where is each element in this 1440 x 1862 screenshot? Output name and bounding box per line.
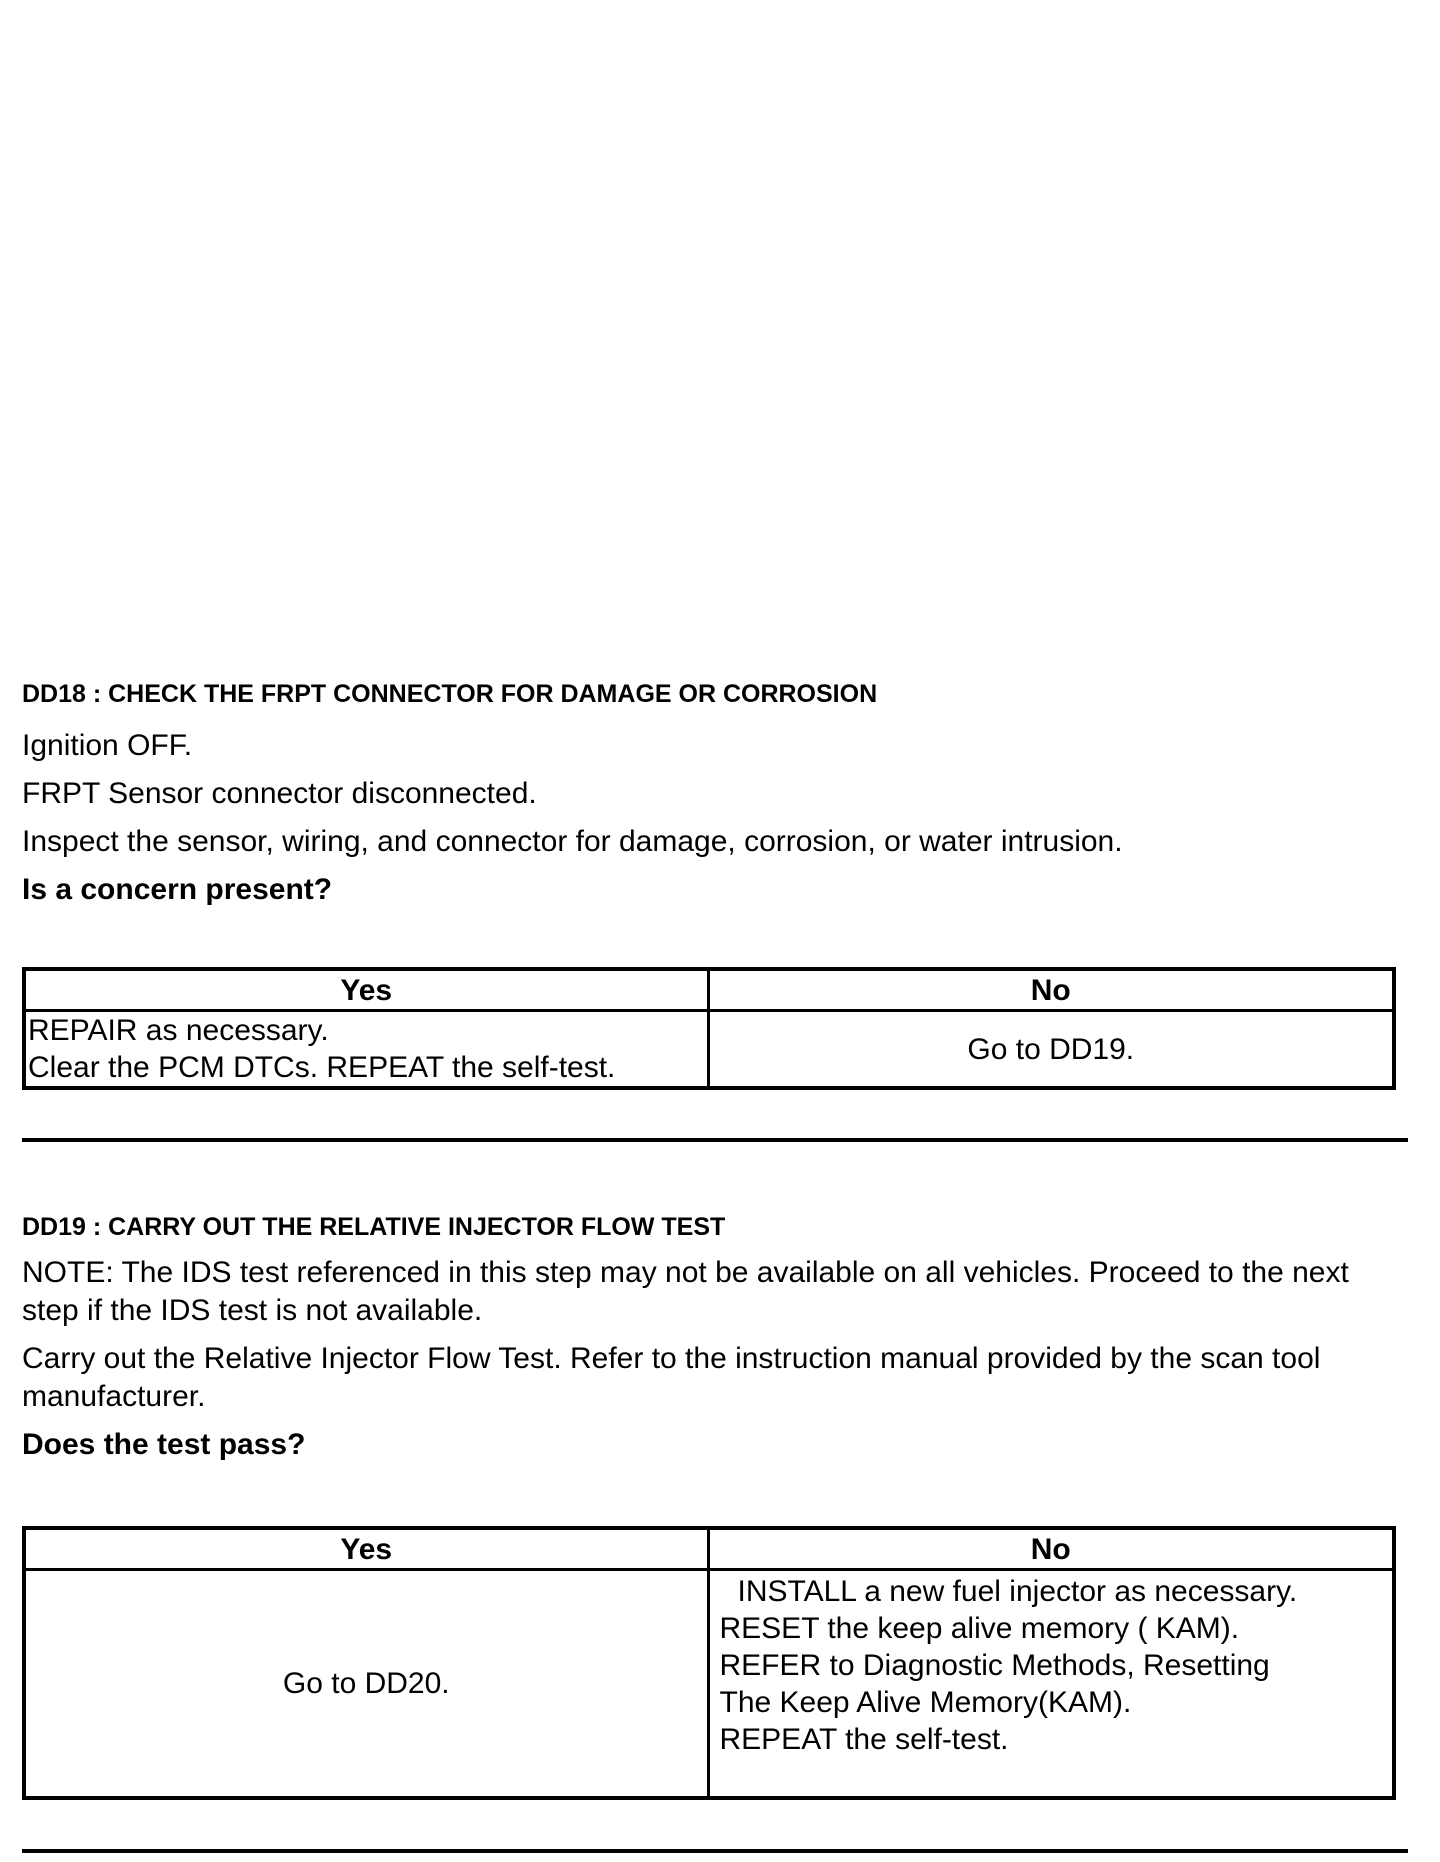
- yes-cell: [24, 1570, 708, 1798]
- yes-header: Yes: [24, 1528, 708, 1570]
- yes-cell: [24, 1011, 708, 1089]
- no-line: REFER to Diagnostic Methods, Resetting: [719, 1649, 1270, 1682]
- note-paragraph: NOTE: The IDS test referenced in this step may not be available on all vehicles. Proceed to the next step if the IDS test is not available.: [22, 1256, 1349, 1327]
- yes-line: REPAIR as necessary.: [28, 1014, 329, 1047]
- question: Is a concern present?: [22, 873, 333, 906]
- instruction-line: Ignition OFF.: [22, 729, 193, 762]
- instruction-paragraph: Carry out the Relative Injector Flow Test. Refer to the instruction manual provided by the scan tool manufacturer.: [22, 1342, 1321, 1413]
- no-line: The Keep Alive Memory(KAM).: [719, 1686, 1132, 1719]
- step-heading: DD19 : CARRY OUT THE RELATIVE INJECTOR FLOW TEST: [22, 1213, 726, 1241]
- yes-line: Clear the PCM DTCs. REPEAT the self-test.: [28, 1051, 616, 1084]
- yes-header: Yes: [24, 969, 708, 1011]
- decision-table: [22, 967, 1396, 1090]
- no-line: Go to DD19.: [967, 1032, 1135, 1066]
- no-line: RESET the keep alive memory ( KAM).: [719, 1612, 1240, 1645]
- no-cell: [708, 1011, 1394, 1089]
- no-line: INSTALL a new fuel injector as necessary.: [737, 1575, 1298, 1608]
- decision-table: [22, 1526, 1396, 1800]
- no-header: No: [708, 1528, 1394, 1570]
- step-heading: DD18 : CHECK THE FRPT CONNECTOR FOR DAMAGE OR CORROSION: [22, 680, 878, 708]
- question: Does the test pass?: [22, 1428, 306, 1461]
- instruction-line: FRPT Sensor connector disconnected.: [22, 777, 537, 810]
- no-header: No: [708, 969, 1394, 1011]
- section-divider: [22, 1849, 1408, 1853]
- yes-line: Go to DD20.: [282, 1666, 450, 1700]
- section-dd18: [22, 679, 1412, 909]
- no-cell: [708, 1570, 1394, 1798]
- section-dd19: [22, 1212, 1412, 1464]
- no-line: REPEAT the self-test.: [719, 1723, 1009, 1756]
- instruction-line: Inspect the sensor, wiring, and connector for damage, corrosion, or water intrusion.: [22, 825, 1123, 858]
- section-divider: [22, 1138, 1408, 1142]
